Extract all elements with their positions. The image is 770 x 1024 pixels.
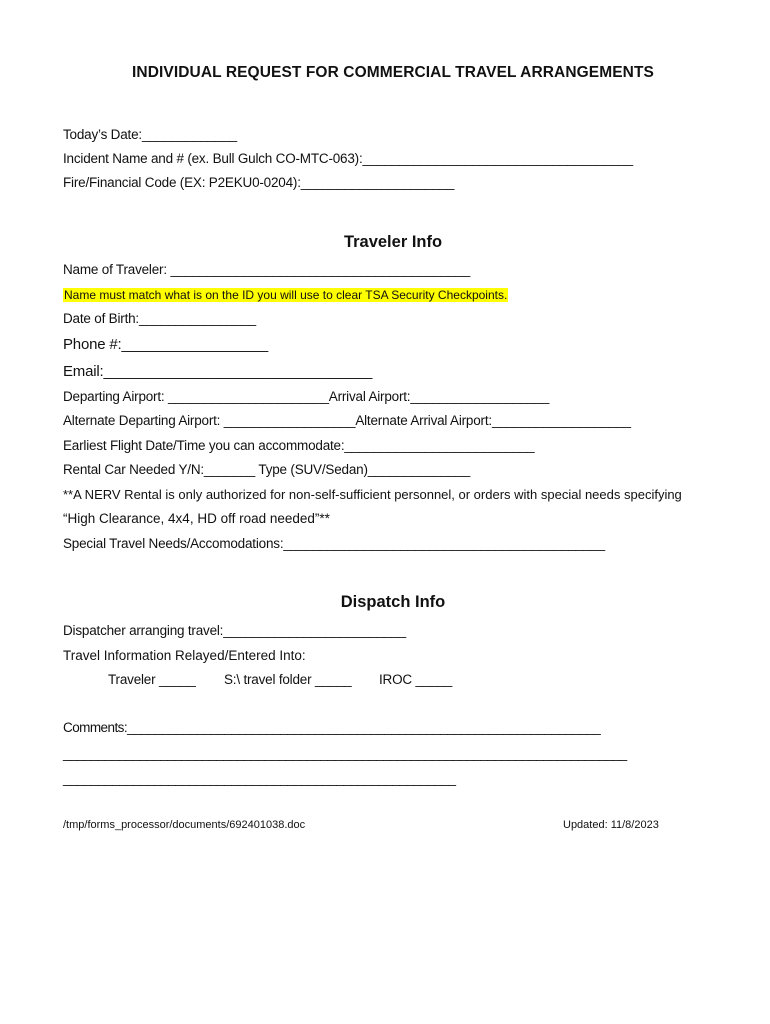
id-requirement-note bbox=[63, 287, 508, 302]
dispatcher-field[interactable]: Dispatcher arranging travel:_________________________ bbox=[63, 623, 406, 638]
dispatch-info-heading: Dispatch Info bbox=[340, 593, 446, 611]
phone-field[interactable]: Phone #:__________________ bbox=[63, 336, 269, 353]
footer-file-path: /tmp/forms_processor/documents/692401038.doc bbox=[63, 819, 306, 831]
nerv-note-line-1: **A NERV Rental is only authorized for non-self-sufficient personnel, or orders with special needs specifying bbox=[63, 487, 682, 502]
travel-folder-option-field[interactable]: S:\ travel folder _____ bbox=[224, 672, 352, 687]
footer-updated-date: Updated: 11/8/2023 bbox=[563, 819, 659, 831]
traveler-option-field[interactable]: Traveler _____ bbox=[108, 672, 196, 687]
special-needs-field[interactable]: Special Travel Needs/Accomodations:____________________________________________ bbox=[63, 536, 605, 551]
airports-field[interactable]: Departing Airport: ______________________Arrival Airport:___________________ bbox=[63, 389, 550, 404]
comments-line-3[interactable]: ________________________________________________________ bbox=[63, 771, 456, 786]
alternate-airports-field[interactable]: Alternate Departing Airport: __________________Alternate Arrival Airport:___________________ bbox=[63, 413, 631, 428]
fire-financial-code-field[interactable]: Fire/Financial Code (EX: P2EKU0-0204):_____________________ bbox=[63, 175, 455, 190]
highlighted-note-text: Name must match what is on the ID you will use to clear TSA Security Checkpoints. bbox=[64, 288, 508, 302]
earliest-flight-field[interactable]: Earliest Flight Date/Time you can accommodate:__________________________ bbox=[63, 438, 535, 453]
comments-field[interactable]: Comments:____________________________________________________________________ bbox=[63, 720, 601, 735]
date-of-birth-field[interactable]: Date of Birth:________________ bbox=[63, 311, 256, 326]
relayed-into-label: Travel Information Relayed/Entered Into: bbox=[63, 648, 306, 663]
iroc-option-field[interactable]: IROC _____ bbox=[379, 672, 453, 687]
traveler-info-heading: Traveler Info bbox=[343, 233, 443, 251]
comments-line-2[interactable]: _________________________________________________________________________________ bbox=[63, 746, 627, 761]
page-title: INDIVIDUAL REQUEST FOR COMMERCIAL TRAVEL ARRANGEMENTS bbox=[132, 64, 654, 81]
nerv-note-line-2: “High Clearance, 4x4, HD off road needed”** bbox=[63, 511, 330, 526]
name-of-traveler-field[interactable]: Name of Traveler: _________________________________________ bbox=[63, 262, 471, 277]
todays-date-field[interactable]: Today’s Date:_____________ bbox=[63, 127, 237, 142]
incident-name-field[interactable]: Incident Name and # (ex. Bull Gulch CO-MTC-063):_____________________________________ bbox=[63, 151, 633, 166]
email-field[interactable]: Email:_________________________________ bbox=[63, 363, 373, 380]
rental-car-field[interactable]: Rental Car Needed Y/N:_______ Type (SUV/Sedan)______________ bbox=[63, 462, 471, 477]
